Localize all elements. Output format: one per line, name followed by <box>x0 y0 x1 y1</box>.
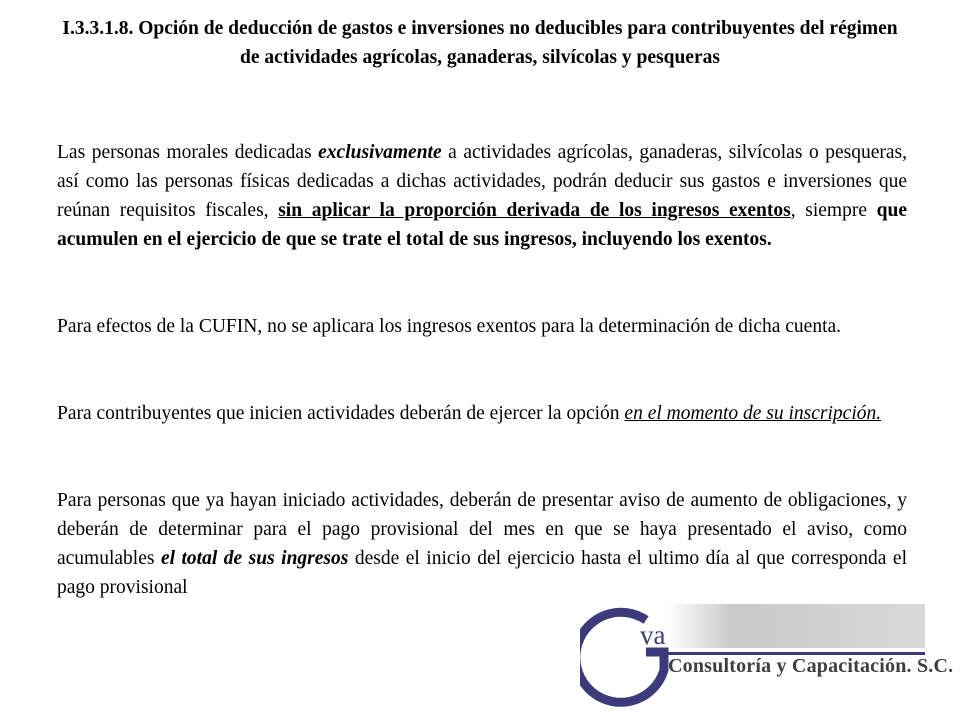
p2-text: Para efectos de la CUFIN, no se aplicara los ingresos exentos para la determinación de dicha cuenta. <box>57 316 842 337</box>
paragraph-1 <box>57 138 907 254</box>
p1-emphasis-exclusively: exclusivamente <box>318 142 442 163</box>
p3-text: Para contribuyentes que inicien actividades deberán de ejercer la opción <box>57 403 625 424</box>
p1-text-1: Las personas morales dedicadas <box>57 142 319 163</box>
p1-underlined-bold: sin aplicar la proporción derivada de los ingresos exentos <box>278 200 791 221</box>
p4-text-2: desde el inicio del ejercicio hasta el ultimo día al que corresponda el pago provisional <box>57 548 908 598</box>
p4-bold-italic: el total de sus ingresos <box>160 548 349 569</box>
logo-company-name: Consultoría y Capacitación. S.C. <box>668 655 954 677</box>
p1-text-2: a actividades agrícolas, ganaderas, silvícolas o pesqueras, así como las personas físicas dedicadas a dichas actividades, podrán deducir sus gastos e inversiones que reúnan requisitos fiscales, <box>57 142 907 221</box>
logo-g-mark-icon <box>580 598 925 708</box>
logo-mark-text: va <box>640 620 666 650</box>
paragraph-4 <box>57 486 907 602</box>
company-logo <box>580 598 954 708</box>
p4-text-1: Para personas que ya hayan iniciado actividades, deberán de presentar aviso de aumento de obligaciones, y deberán de determinar para el pago provisional del mes en que se haya presentado el aviso, como acumulables <box>57 490 907 569</box>
p3-italic-underlined: en el momento de su inscripción. <box>624 403 882 424</box>
document-title: I.3.3.1.8. Opción de deducción de gastos e inversiones no deducibles para contribuyentes del régimen de actividades agrícolas, ganaderas, silvícolas y pesqueras <box>62 18 898 68</box>
paragraph-2 <box>57 312 907 341</box>
paragraph-3 <box>57 399 907 428</box>
p1-bold-conclusion: que acumulen en el ejercicio de que se trate el total de sus ingresos, incluyendo los exentos. <box>57 200 907 250</box>
p1-text-3: , siempre <box>790 200 877 221</box>
